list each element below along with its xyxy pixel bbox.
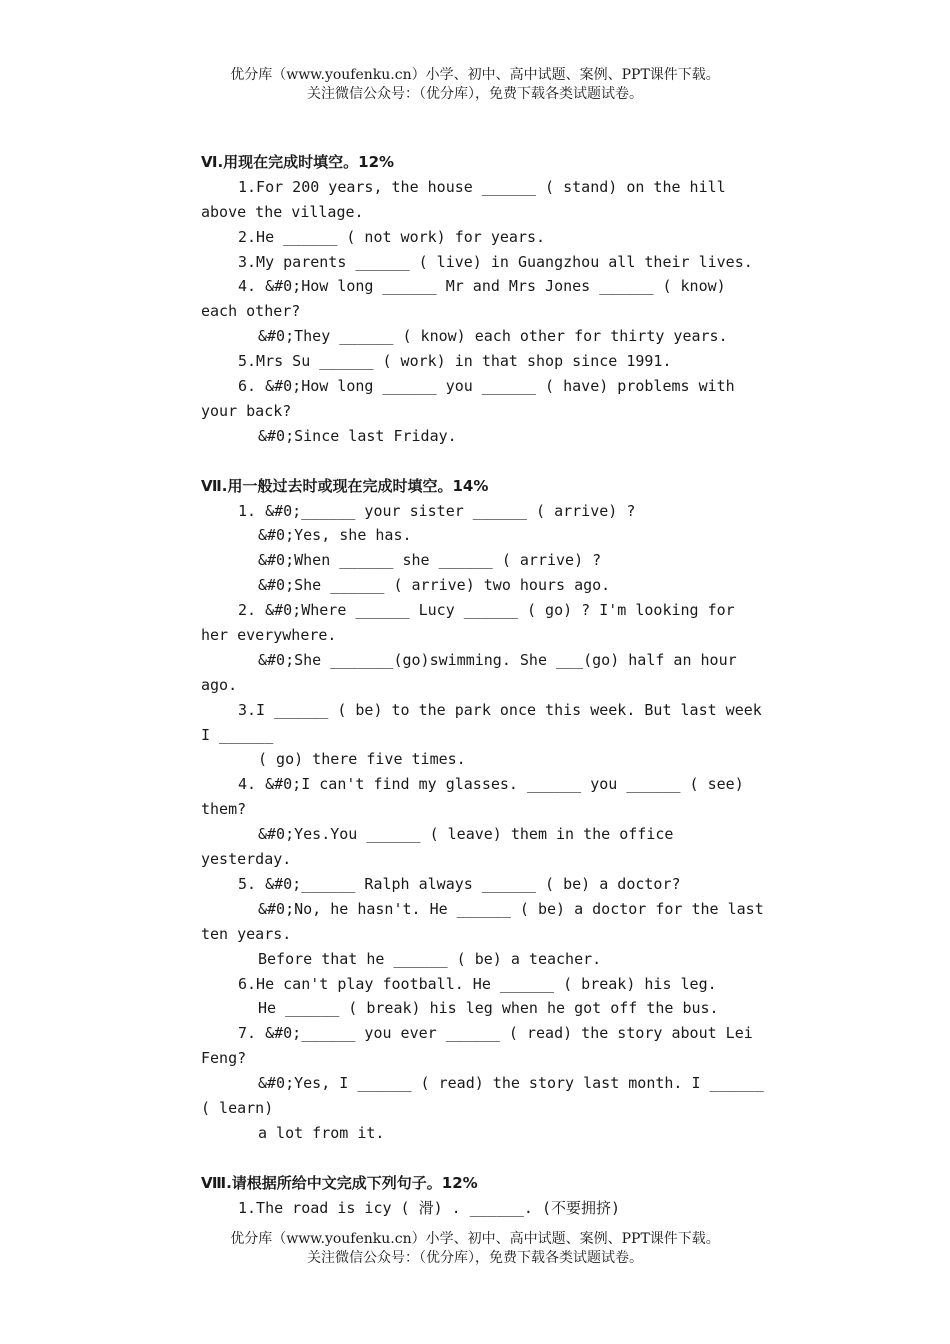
question-line: &#0;Yes, I ______ ( read) the story last month. I ______ [258,1074,764,1093]
worksheet-body [201,150,811,1221]
question-line: 6. &#0;How long ______ you ______ ( have) problems with [238,377,735,396]
question-line: 6.He can't play football. He ______ ( break) his leg. [238,974,717,993]
question-line: ( go) there five times. [258,750,466,769]
footer-line-2: 关注微信公众号：（优分库），免费下载各类试题试卷。 [307,1250,643,1266]
question-line: &#0;She ______ ( arrive) two hours ago. [258,576,611,595]
question-line: 3.I ______ ( be) to the park once this week. But last week [238,700,762,719]
question-line: He ______ ( break) his leg when he got off the bus. [258,999,719,1018]
question-line: Feng? [201,1049,247,1068]
header-line-1: 优分库（www.youfenku.cn）小学、初中、高中试题、案例、PPT课件下载。 [230,67,720,83]
question-line: 4. &#0;How long ______ Mr and Mrs Jones ______ ( know) [238,277,726,296]
section-7-title: Ⅶ.用一般过去时或现在完成时填空。14% [201,476,489,495]
question-line: &#0;Since last Friday. [258,426,457,445]
question-line: 2.He ______ ( not work) for years. [238,227,546,246]
question-line: ten years. [201,924,292,943]
question-line: each other? [201,302,301,321]
question-line: them? [201,800,247,819]
question-line: 2. &#0;Where ______ Lucy ______ ( go) ? I'm looking for [238,601,735,620]
page-header [0,66,950,104]
question-line: her everywhere. [201,626,337,645]
question-line: ago. [201,675,238,694]
header-line-2: 关注微信公众号：（优分库），免费下载各类试题试卷。 [307,86,643,102]
section-6-title: Ⅵ.用现在完成时填空。12% [201,153,395,171]
footer-line-1: 优分库（www.youfenku.cn）小学、初中、高中试题、案例、PPT课件下载。 [230,1231,720,1247]
question-line: I ______ [201,725,274,744]
question-line: your back? [201,401,292,420]
question-line: 5.Mrs Su ______ ( work) in that shop since 1991. [238,352,672,371]
question-line: 3.My parents ______ ( live) in Guangzhou all their lives. [238,252,753,271]
question-line: 1.The road is icy ( 滑) . ______. (不要拥挤) [238,1198,621,1217]
question-line: 4. &#0;I can't find my glasses. ______ you ______ ( see) [238,775,744,794]
question-line: 7. &#0;______ you ever ______ ( read) the story about Lei [238,1024,753,1043]
question-line: 1.For 200 years, the house ______ ( stand) on the hill [238,177,726,196]
question-line: &#0;She _______(go)swimming. She ___(go) half an hour [258,650,737,669]
question-line: &#0;Yes.You ______ ( leave) them in the office [258,825,674,844]
question-line: yesterday. [201,850,292,869]
question-line: &#0;No, he hasn't. He ______ ( be) a doctor for the last [258,899,764,918]
question-line: 5. &#0;______ Ralph always ______ ( be) a doctor? [238,874,681,893]
question-line: Before that he ______ ( be) a teacher. [258,949,602,968]
question-line: &#0;They ______ ( know) each other for thirty years. [258,327,728,346]
section-8-title: Ⅷ.请根据所给中文完成下列句子。12% [201,1173,478,1192]
question-line: above the village. [201,202,364,221]
question-line: a lot from it. [258,1123,385,1142]
question-line: ( learn) [201,1098,274,1117]
page-footer [0,1230,950,1268]
question-line: 1. &#0;______ your sister ______ ( arrive) ? [238,501,636,520]
question-line: &#0;When ______ she ______ ( arrive) ? [258,551,602,570]
question-line: &#0;Yes, she has. [258,526,412,545]
